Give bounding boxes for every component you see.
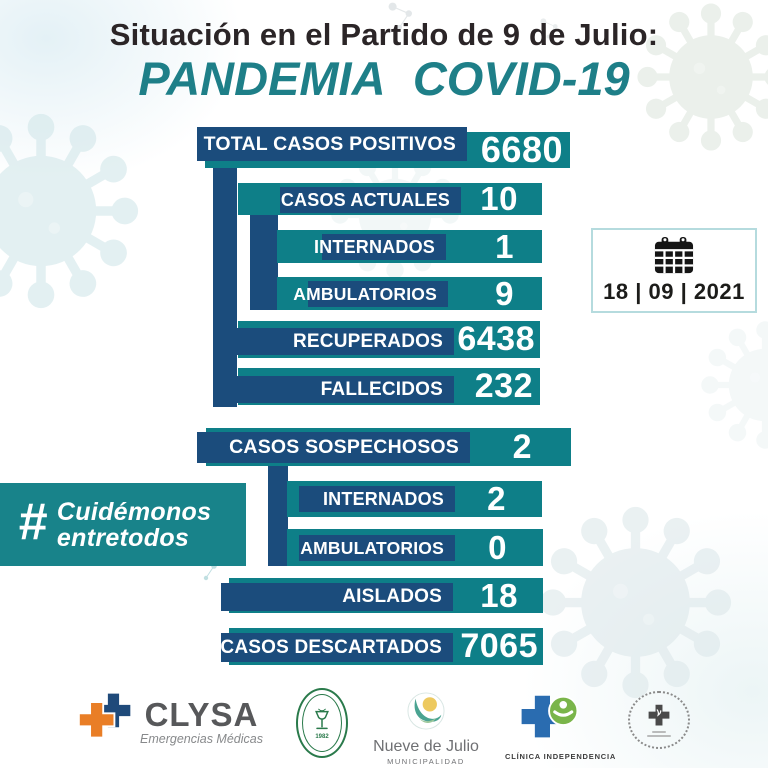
seal-cross-icon [646, 703, 672, 729]
stat-label-box [293, 281, 448, 307]
municipality-name: Nueve de Julio [373, 738, 479, 755]
report-date: 18 | 09 | 2021 [603, 279, 745, 304]
stat-label: AMBULATORIOS [300, 537, 444, 558]
stat-value: 1 [495, 227, 514, 265]
stat-label-box [221, 633, 453, 662]
stat-value: 6438 [457, 320, 535, 358]
seal-illegible-text [652, 731, 666, 733]
virus-decoration [0, 112, 140, 310]
page-title: Situación en el Partido de 9 de Julio: [109, 17, 659, 52]
stat-label: CASOS DESCARTADOS [220, 636, 442, 658]
stat-value: 2 [487, 480, 506, 517]
stat-value: 7065 [460, 627, 538, 665]
date-box [591, 228, 757, 313]
stat-value: 6680 [480, 129, 563, 170]
stat-label-box [221, 583, 453, 611]
clysa-crosses-icon [76, 688, 136, 746]
pharmacy-seal-year: 1982 [315, 733, 329, 740]
clinic-name: CLÍNICA INDEPENDENCIA [505, 752, 617, 761]
hashtag-line1: Cuidémonos [56, 497, 212, 526]
stat-label-box [313, 234, 446, 260]
stat-value: 9 [495, 274, 514, 312]
clinic-cross-icon [510, 692, 590, 745]
stat-label: RECUPERADOS [293, 330, 443, 352]
stat-label-box [299, 486, 455, 512]
hash-icon: # [18, 492, 47, 551]
stat-label-box [280, 187, 461, 213]
municipality-emblem-icon [407, 692, 445, 730]
stat-value: 232 [474, 367, 533, 405]
page-subtitle: PANDEMIA COVID-19 [138, 52, 630, 105]
stat-label: AMBULATORIOS [293, 283, 437, 304]
clinic-logo [505, 692, 617, 761]
virus-decoration [538, 505, 733, 700]
seal-illegible-text [647, 735, 671, 737]
hashtag-text [57, 499, 211, 551]
stat-label-box [299, 535, 455, 561]
municipality-subtitle: MUNICIPALIDAD [387, 757, 465, 766]
stat-label: TOTAL CASOS POSITIVOS [203, 132, 456, 155]
stat-label-box [197, 432, 470, 463]
pharmacy-seal-inner [302, 694, 342, 752]
calendar-icon [652, 236, 696, 276]
hygieia-cup-icon [312, 707, 332, 733]
stat-value: 2 [512, 427, 532, 466]
stat-label-box [236, 376, 454, 403]
stat-label: FALLECIDOS [320, 378, 443, 400]
stat-label: CASOS ACTUALES [280, 189, 450, 210]
round-association-seal [628, 691, 690, 749]
stat-value: 0 [488, 528, 507, 566]
connector-line [268, 462, 288, 566]
stat-label: INTERNADOS [322, 488, 444, 509]
virus-decoration [700, 320, 768, 450]
stat-label-box [236, 328, 454, 355]
stat-value: 10 [480, 180, 518, 217]
hashtag-line2: entretodos [56, 523, 190, 552]
stat-label: INTERNADOS [313, 236, 435, 257]
connector-line [250, 210, 278, 310]
stat-label: CASOS SOSPECHOSOS [229, 436, 459, 458]
clysa-tagline: Emergencias Médicas [140, 732, 263, 746]
connector-line [213, 155, 237, 407]
pharmacy-college-seal [296, 688, 348, 758]
stat-label-box [197, 127, 467, 161]
stat-label: AISLADOS [342, 586, 442, 607]
hashtag-banner [0, 483, 246, 566]
clysa-logo [76, 688, 263, 746]
stat-value: 18 [480, 576, 518, 614]
municipality-logo [372, 692, 480, 766]
clysa-name: CLYSA [144, 696, 259, 733]
